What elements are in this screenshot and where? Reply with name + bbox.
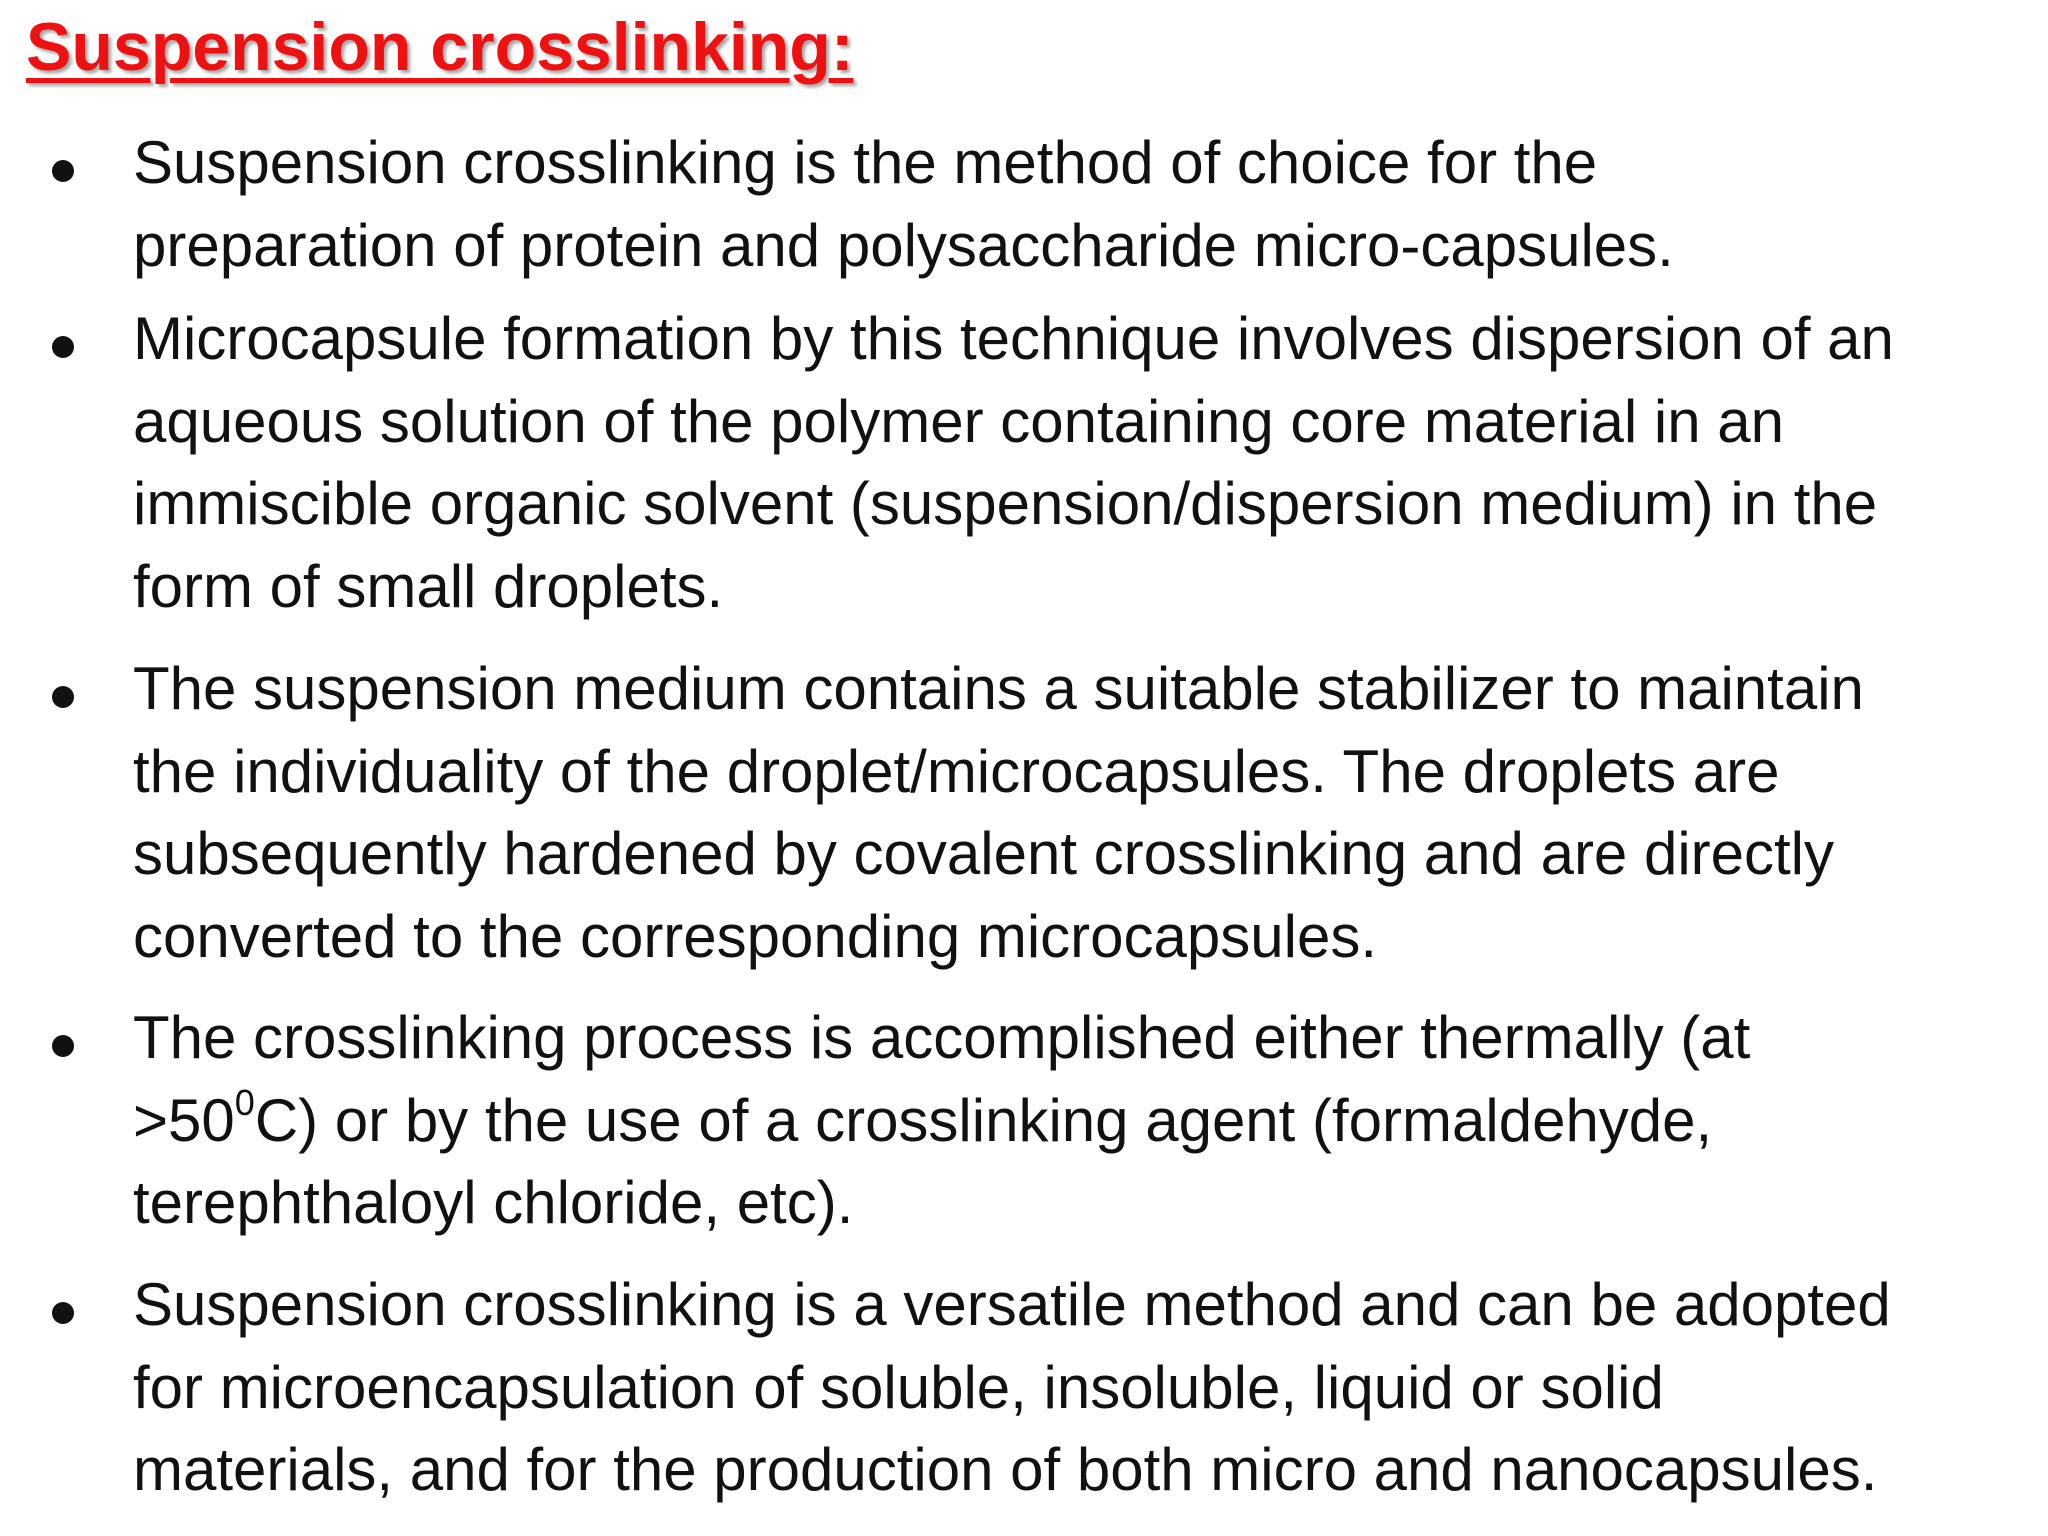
bullet-line: preparation of protein and polysaccharide micro-capsules. <box>133 211 1674 279</box>
bullet-dot-icon <box>52 336 74 358</box>
degree-superscript: 0 <box>234 1081 255 1123</box>
bullet-dot-icon <box>52 160 74 182</box>
bullet-text <box>133 648 2028 978</box>
bullet-line: form of small droplets. <box>133 552 724 620</box>
bullet-dot-icon <box>52 1302 74 1324</box>
bullet-text <box>133 997 2028 1245</box>
bullet-line: Suspension crosslinking is the method of choice for the <box>133 129 1598 196</box>
bullet-line: the individuality of the droplet/microcapsules. The droplets are <box>133 737 1780 805</box>
bullet-dot-icon <box>52 1035 74 1057</box>
bullet-line: for microencapsulation of soluble, insoluble, liquid or solid <box>133 1353 1664 1421</box>
bullet-line: The suspension medium contains a suitable stabilizer to maintain <box>133 655 1864 722</box>
slide-title: Suspension crosslinking: <box>26 9 854 85</box>
bullet-line: Suspension crosslinking is a versatile method and can be adopted <box>133 1271 1891 1338</box>
bullet-line: terephthaloyl chloride, etc). <box>133 1169 854 1236</box>
bullet-text <box>133 298 2028 628</box>
bullet-text <box>133 1264 2028 1512</box>
bullet-line: aqueous solution of the polymer containing core material in an <box>133 387 1784 455</box>
bullet-line: subsequently hardened by covalent crosslinking and are directly <box>133 820 1835 887</box>
bullet-line: Microcapsule formation by this technique involves dispersion of an <box>133 305 1894 372</box>
bullet-text <box>133 122 2028 287</box>
temperature-value: >50 <box>133 1086 235 1154</box>
temperature-rest: C) or by the use of a crosslinking agent (formaldehyde, <box>254 1086 1713 1154</box>
bullet-line: materials, and for the production of both micro and nanocapsules. <box>133 1436 1878 1503</box>
bullet-line: converted to the corresponding microcapsules. <box>133 902 1378 970</box>
bullet-line-temperature <box>133 1080 2028 1163</box>
bullet-line: immiscible organic solvent (suspension/dispersion medium) in the <box>133 470 1878 537</box>
bullet-line: The crosslinking process is accomplished either thermally (at <box>133 1004 1751 1071</box>
bullet-dot-icon <box>52 686 74 708</box>
